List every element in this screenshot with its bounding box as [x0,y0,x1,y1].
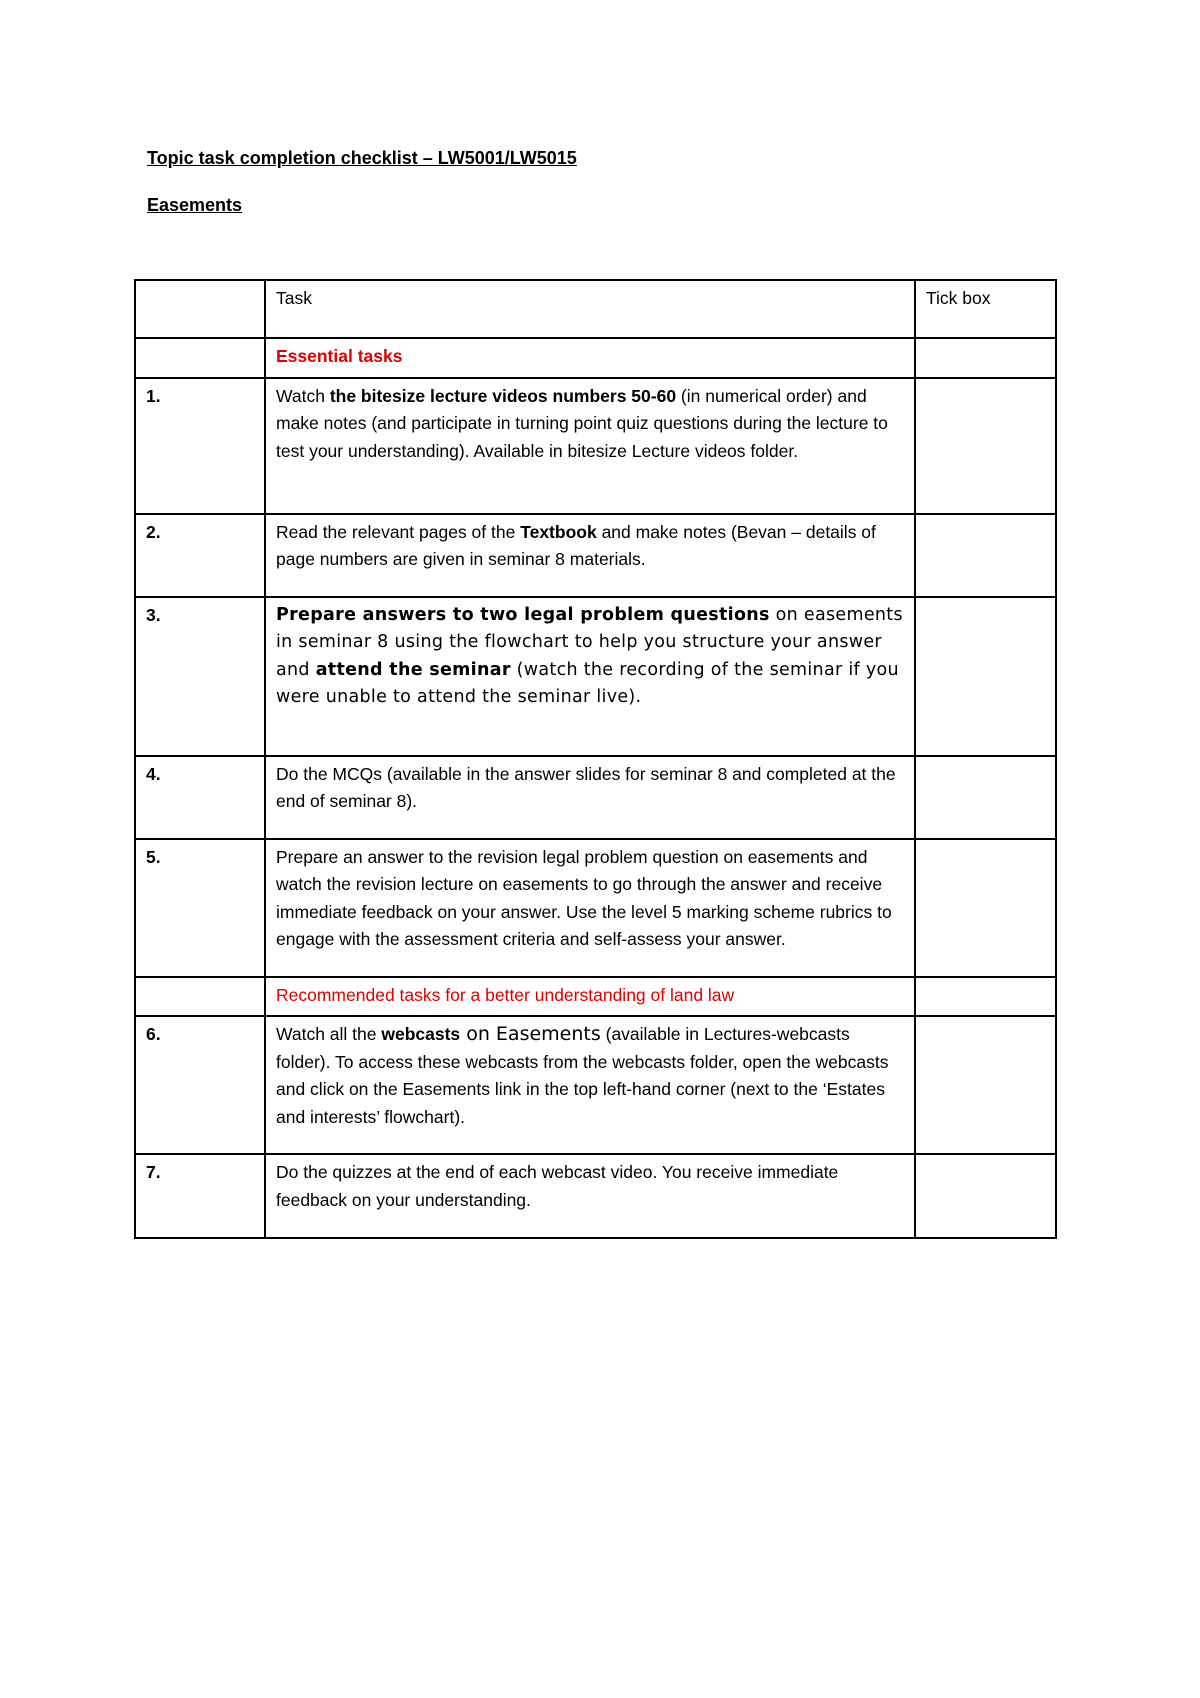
header-row [135,280,1056,338]
task-description: Prepare answers to two legal problem questions on easements in seminar 8 using the flowchart to help you structure your answer and attend the seminar (watch the recording of the seminar if you were unable to attend the seminar live). [265,597,915,756]
task-number: 7. [135,1154,265,1238]
task-description: Read the relevant pages of the Textbook and make notes (Bevan – details of page numbers are given in seminar 8 materials. [265,514,915,597]
tick-box[interactable] [915,597,1056,756]
task-description: Prepare an answer to the revision legal problem question on easements and watch the revision lecture on easements to go through the answer and receive immediate feedback on your answer. Use the level 5 marking scheme rubrics to engage with the assessment criteria and self-assess your answer. [265,839,915,977]
task-row-6 [135,1016,1056,1154]
tick-box[interactable] [915,1154,1056,1238]
tick-box[interactable] [915,977,1056,1017]
task-number: 4. [135,756,265,839]
task-description: Do the quizzes at the end of each webcast video. You receive immediate feedback on your understanding. [265,1154,915,1238]
task-number: 5. [135,839,265,977]
task-row-5 [135,839,1056,977]
task-number: 2. [135,514,265,597]
task-row-7 [135,1154,1056,1238]
task-description: Do the MCQs (available in the answer slides for seminar 8 and completed at the end of seminar 8). [265,756,915,839]
tick-box[interactable] [915,839,1056,977]
checklist-table [134,279,1057,1239]
tick-box[interactable] [915,756,1056,839]
task-row-1 [135,378,1056,514]
section-essential-label: Essential tasks [265,338,915,378]
section-row-recommended [135,977,1056,1017]
tick-box[interactable] [915,514,1056,597]
header-number [135,280,265,338]
tick-box[interactable] [915,378,1056,514]
task-number: 6. [135,1016,265,1154]
task-number: 1. [135,378,265,514]
section-row-essential [135,338,1056,378]
task-row-3 [135,597,1056,756]
document-subtitle: Easements [147,195,243,215]
header-task: Task [265,280,915,338]
task-description: Watch all the webcasts on Easements (available in Lectures-webcasts folder). To access these webcasts from the webcasts folder, open the webcasts and click on the Easements link in the top left-hand corner (next to the ‘Estates and interests’ flowchart). [265,1016,915,1154]
header-tick-box: Tick box [915,280,1056,338]
document-title: Topic task completion checklist – LW5001/LW5015 [147,148,577,168]
task-number: 3. [135,597,265,756]
tick-box[interactable] [915,338,1056,378]
task-description: Watch the bitesize lecture videos numbers 50-60 (in numerical order) and make notes (and participate in turning point quiz questions during the lecture to test your understanding). Available in bitesize Lecture videos folder. [265,378,915,514]
task-row-2 [135,514,1056,597]
task-row-4 [135,756,1056,839]
section-recommended-label: Recommended tasks for a better understanding of land law [265,977,915,1017]
tick-box[interactable] [915,1016,1056,1154]
